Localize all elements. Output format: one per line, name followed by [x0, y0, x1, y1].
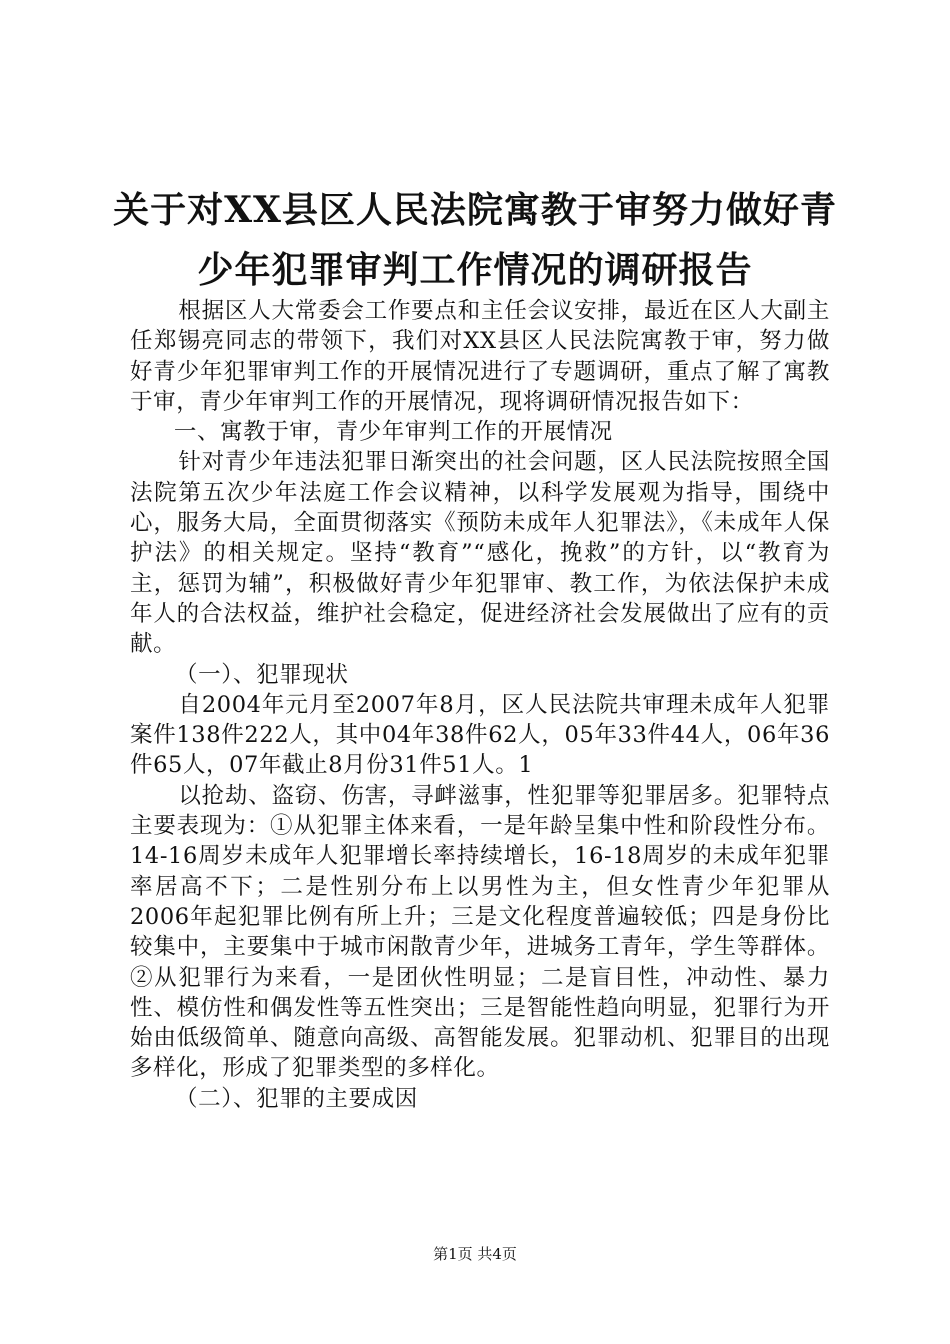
document-title-line-1: 关于对XX县区人民法院寓教于审努力做好青 — [113, 189, 837, 231]
subsection-heading-1: （一）、犯罪现状 — [175, 661, 349, 688]
paragraph-statistics: 自2004年元月至2007年8月，区人民法院共审理未成年人犯罪案件138件222人，其中04年38件62人，05年33件44人，06年36件65人，07年截止8月份31件51人。1 — [130, 691, 830, 779]
section-heading-1: 一、寓教于审，青少年审判工作的开展情况 — [173, 419, 613, 446]
paragraph-characteristics: 以抢劫、盗窃、伤害，寻衅滋事，性犯罪等犯罪居多。犯罪特点主要表现为：①从犯罪主体来看，一是年龄呈集中性和阶段性分布。14-16周岁未成年人犯罪增长率持续增长，16-18周岁的未成年犯罪率居高不下；二是性别分布上以男性为主，但女性青少年犯罪从2006年起犯罪比例有所上升；三是文化程度普遍较低；四是身份比较集中，主要集中于城市闲散青少年，进城务工青年，学生等群体。②从犯罪行为来看，一是团伙性明显；二是盲目性，冲动性、暴力性、模仿性和偶发性等五性突出；三是智能性趋向明显，犯罪行为开始由低级简单、随意向高级、高智能发展。犯罪动机、犯罪目的出现多样化，形成了犯罪类型的多样化。 — [130, 782, 830, 1082]
page-footer: 第1页 共4页 — [433, 1245, 517, 1263]
document-title-line-2: 少年犯罪审判工作情况的调研报告 — [197, 249, 753, 291]
document-body — [130, 296, 830, 1114]
subsection-heading-2: （二）、犯罪的主要成因 — [175, 1085, 418, 1112]
paragraph-overview: 针对青少年违法犯罪日渐突出的社会问题，区人民法院按照全国法院第五次少年法庭工作会议精神，以科学发展观为指导，围绕中心，服务大局，全面贯彻落实《预防未成年人犯罪法》，《未成年人保护法》的相关规定。坚持“教育”“感化，挽救”的方针，以“教育为主，惩罚为辅”，积极做好青少年犯罪审、教工作，为依法保护未成年人的合法权益，维护社会稳定，促进经济社会发展做出了应有的贡献。 — [130, 449, 830, 658]
paragraph-intro: 根据区人大常委会工作要点和主任会议安排，最近在区人大副主任郑锡亮同志的带领下，我们对XX县区人民法院寓教于审，努力做好青少年犯罪审判工作的开展情况进行了专题调研，重点了解了寓教于审，青少年审判工作的开展情况，现将调研情况报告如下： — [130, 298, 830, 415]
